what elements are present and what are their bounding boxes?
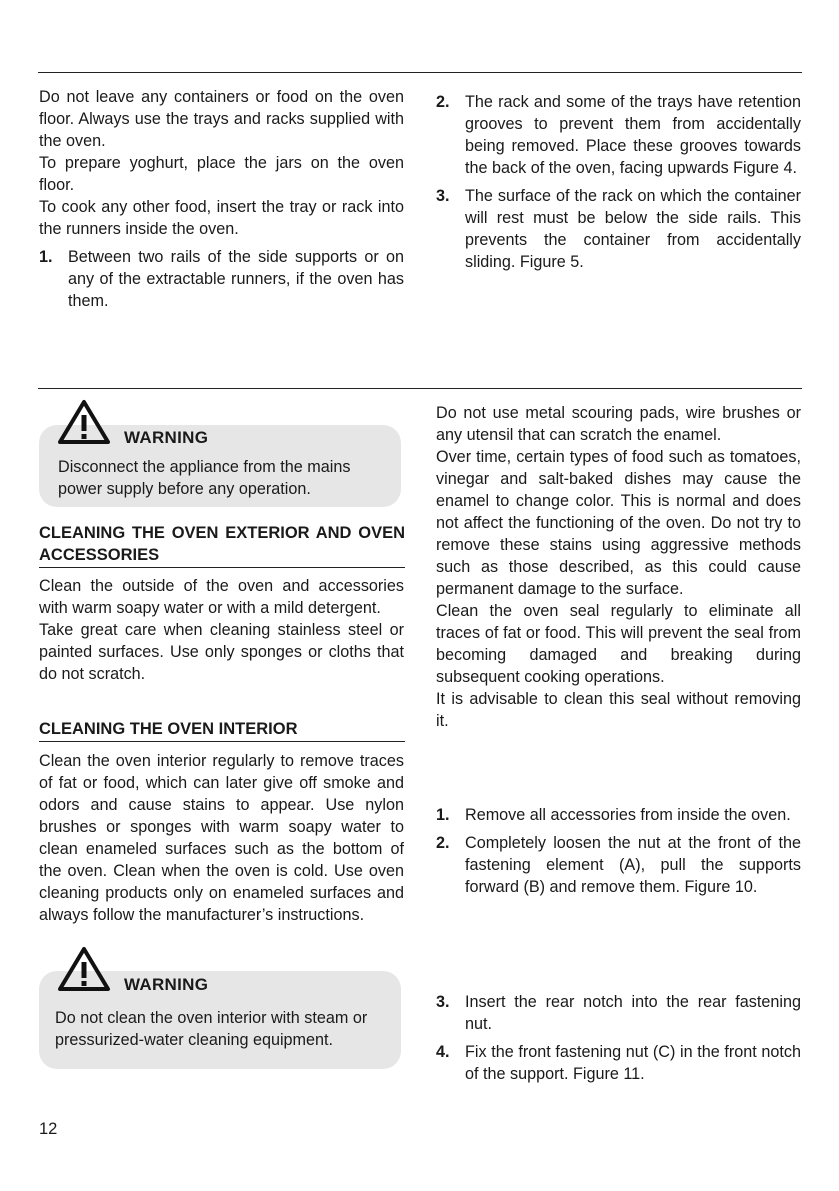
paragraph: Clean the oven seal regularly to eliminate all traces of fat or food. This will prevent the seal from becoming damaged and breaking during subsequent cooking operations. bbox=[436, 602, 801, 686]
step-number: 1. bbox=[39, 248, 53, 266]
step-text: The surface of the rack on which the container will rest must be below the side rails. This prevents the container from accidentally sliding. Figure 5. bbox=[465, 187, 801, 271]
step-text: The rack and some of the trays have retention grooves to prevent them from accidentally being removed. Place these grooves towards the back of the oven, facing upwards Figure 4. bbox=[465, 93, 801, 177]
list-item bbox=[436, 185, 801, 273]
section-heading: CLEANING THE OVEN INTERIOR bbox=[39, 718, 405, 742]
step-number: 2. bbox=[436, 93, 450, 111]
warning-triangle-icon bbox=[57, 399, 111, 445]
step-list bbox=[436, 91, 801, 273]
step-list bbox=[436, 991, 801, 1085]
paragraph: It is advisable to clean this seal without removing it. bbox=[436, 690, 801, 730]
list-item bbox=[39, 246, 404, 312]
paragraph: Clean the oven interior regularly to remove traces of fat or food, which can later give off smoke and odors and cause stains to appear. Use nylon brushes or sponges with warm soapy water to clean enameled surfaces such as the bottom of the oven. Clean when the oven is cold. Use oven cleaning products only on enameled surfaces and always follow the manufacturer’s instructions. bbox=[39, 752, 404, 924]
top-divider bbox=[38, 72, 802, 73]
warning-text: Do not clean the oven interior with steam or pressurized-water cleaning equipment. bbox=[55, 1009, 368, 1049]
list-item bbox=[436, 804, 801, 826]
install-steps bbox=[436, 991, 801, 1091]
bottom-right-column bbox=[436, 402, 801, 732]
middle-divider bbox=[38, 388, 802, 389]
step-list bbox=[436, 804, 801, 898]
interior-text bbox=[39, 750, 404, 926]
step-number: 3. bbox=[436, 993, 450, 1011]
step-number: 4. bbox=[436, 1043, 450, 1061]
removal-steps bbox=[436, 804, 801, 904]
section-heading: CLEANING THE OVEN EXTERIOR AND OVEN ACCESSORIES bbox=[39, 522, 405, 568]
step-text: Completely loosen the nut at the front of the fastening element (A), pull the supports forward (B) and remove them. Figure 10. bbox=[465, 834, 801, 896]
paragraph: Over time, certain types of food such as tomatoes, vinegar and salt-baked dishes may cause the enamel to change color. This is normal and does not affect the functioning of the oven. Do not try to remove these stains using aggressive methods such as those described, as this could cause permanent damage to the surface. bbox=[436, 448, 801, 598]
list-item bbox=[436, 91, 801, 179]
list-item bbox=[436, 1041, 801, 1085]
step-text: Insert the rear notch into the rear fastening nut. bbox=[465, 993, 801, 1033]
top-right-column bbox=[436, 91, 801, 279]
paragraph: Do not leave any containers or food on the oven floor. Always use the trays and racks supplied with the oven. bbox=[39, 88, 404, 150]
warning-title: WARNING bbox=[124, 428, 209, 447]
step-text: Remove all accessories from inside the oven. bbox=[465, 806, 791, 824]
step-list bbox=[39, 246, 404, 312]
step-number: 1. bbox=[436, 806, 450, 824]
step-text: Between two rails of the side supports or on any of the extractable runners, if the oven has them. bbox=[68, 248, 404, 310]
step-number: 2. bbox=[436, 834, 450, 852]
paragraph: Do not use metal scouring pads, wire brushes or any utensil that can scratch the enamel. bbox=[436, 404, 801, 444]
paragraph: To prepare yoghurt, place the jars on the oven floor. bbox=[39, 154, 404, 194]
list-item bbox=[436, 832, 801, 898]
warning-text: Disconnect the appliance from the mains power supply before any operation. bbox=[58, 458, 351, 498]
step-number: 3. bbox=[436, 187, 450, 205]
paragraph: To cook any other food, insert the tray or rack into the runners inside the oven. bbox=[39, 198, 404, 238]
paragraph: Take great care when cleaning stainless steel or painted surfaces. Use only sponges or cloths that do not scratch. bbox=[39, 621, 404, 683]
top-left-column bbox=[39, 86, 404, 318]
warning-title: WARNING bbox=[124, 975, 209, 994]
warning-triangle-icon bbox=[57, 946, 111, 992]
exterior-text bbox=[39, 575, 404, 685]
list-item bbox=[436, 991, 801, 1035]
paragraph: Clean the outside of the oven and accessories with warm soapy water or with a mild detergent. bbox=[39, 577, 404, 617]
step-text: Fix the front fastening nut (C) in the front notch of the support. Figure 11. bbox=[465, 1043, 801, 1083]
page-number: 12 bbox=[39, 1120, 58, 1138]
